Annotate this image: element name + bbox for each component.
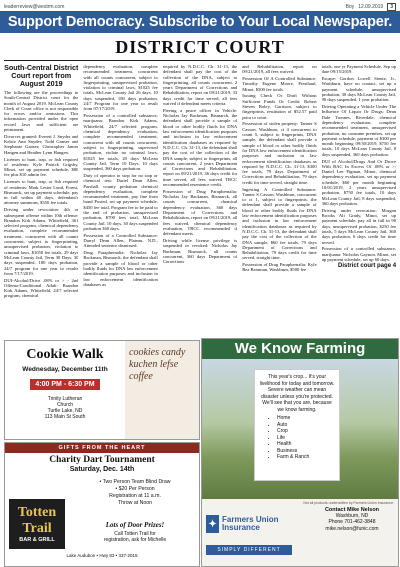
paragraph: and Rehabilitation, report on 09/21/2019, all fees waived. bbox=[242, 64, 317, 75]
paragraph: required by N.D.C.C. Ch. 31-13, the defendant shall pay the cost of the collection of the DNA, subject to fingerprinting, all counts concurrent, 2 years Department of Corrections and Rehabilitation, report on 09/21/2019, 33 days credit for time served, all fees waived if defendant meets criteria. bbox=[162, 64, 238, 107]
header-right bbox=[346, 3, 396, 11]
paragraph: Escape: Gordon Lowell Stentz, Jr., Washburn, have no contact, set up a payment schedule, unsupervised probation, 30 days McLean County Jail, 90 days suspended, 1 year probation. bbox=[321, 76, 396, 103]
detail-line: • Two Person Team Blind Draw bbox=[99, 479, 171, 485]
paragraph: Issuing Check Or Draft Without Sufficient Funds Or Credit: Robert Steven Boley, Garrison, subject to fingerprints, restitution of $52.57 paid prior to court. bbox=[242, 93, 317, 120]
farm-message-card bbox=[254, 369, 340, 481]
call-line: registration, ask for Michelle bbox=[103, 537, 167, 543]
paragraph: Licenses to hunt, trap, or fish required of residents: Kyle Patrick Grigsby, Minot, set up payment schedule, $80 fee plus $10 admin fee. bbox=[4, 156, 79, 178]
paragraph: Possession of Drug Paraphernalia: Nicholas Jay Backman, Bismarck, all counts concurrent, chemical dependency evaluation, 360 days Department of Corrections and Rehabilitation, report on 09/21/2019, all fees waived, chemical dependency evaluation, TRCC recommended if defendant meets. bbox=[162, 188, 238, 237]
paragraph: Drug Paraphernalia: Nicholas Jay Backman, Bismarck, the defendant shall provide a sample of blood or other bodily fluids for DNA law enforcement identification purposes and inclusion in law enforcement identification databases as bbox=[83, 250, 158, 287]
totten-trail-logo bbox=[9, 499, 65, 549]
farm-fine-print: Not all products underwritten by Farmers Union Insurance. bbox=[303, 501, 394, 505]
farmers-union-logo bbox=[206, 505, 292, 543]
detail-line: Registration at 11 a.m. bbox=[109, 493, 161, 499]
header-label: Boy bbox=[345, 3, 355, 10]
cookie-date: Wednesday, December 11th bbox=[22, 366, 108, 373]
column-5 bbox=[322, 64, 396, 334]
page-number: 3 bbox=[387, 3, 396, 11]
column-1 bbox=[4, 64, 78, 334]
shield-icon: ✦ bbox=[206, 515, 219, 533]
call-line: Call Totten Trail for bbox=[114, 531, 156, 537]
paragraph: Licenses to hunt, trap, or fish required of residents: Mark Lester Lund, Forest, Bismarck, set up payment schedule, pay in full within 48 days, defendant's attorney summons, $350 fee totals. bbox=[4, 179, 79, 206]
place-line: 113 Main St South bbox=[44, 414, 86, 420]
cookie-time: 4:00 PM - 6:30 PM bbox=[30, 379, 99, 390]
cookie-walk-ad bbox=[4, 340, 200, 440]
paragraph: Fleeing a peace officer in Vehicle: Nicholas Jay Backman, Bismarck, the defendant shall provide a sample of blood or other bodily fluids for DNA law enforcement identification purposes and inclusion in law enforcement identification databases as required by N.D.C.C. Ch. 31-13, the defendant shall pay the cost of the collection of the DNA sample, subject to fingerprints, all counts concurrent, 2 years Department of Corrections and Rehabilitation, report on 09/21/2019, 36 days credit for time served, all fees waived TRCC recommended resentence credit. bbox=[162, 107, 238, 188]
simply-different-tagline: SIMPLY DIFFERENT bbox=[206, 545, 292, 555]
contact-phone[interactable]: Phone 701-462-3848 bbox=[328, 519, 376, 526]
paragraph: totals, one yr Payment Schedule, Sep up date 09/15/2019. bbox=[321, 64, 396, 75]
page-header-line bbox=[4, 2, 396, 11]
charity-dart-ad bbox=[4, 442, 200, 567]
charity-date: Saturday, Dec. 14th bbox=[69, 466, 135, 473]
paragraph: Driving under revocation: 4th or subsequent offense within 10th offense: Brandon Kirk Adams, Whitefield, 361 selected program, chemical dependency evaluation, complete recommended treatment, concurrent with all counts concurrent, subject to fingerprinting, unsupervised probation, violation to criminal laws, $1050 fee totals, 29 days McLean County Jail, Term 30 Days, 30 days suspended, 180 days probation, 24/7 program for one year to results from 7/17/2019. bbox=[4, 207, 79, 276]
cookie-words-photo: cookies candy kuchen lefse coffee bbox=[125, 341, 199, 439]
header-email: leaderreview@westrm.com bbox=[4, 3, 65, 10]
cookie-ad-info bbox=[5, 341, 125, 439]
paragraph: The following are the proceedings in South-Central District court for the month of August 2019. McLean County Clerk of Court office is not responsible for errors and/or omissions. This information provided under the open record laws and sufficient are permanent. bbox=[4, 90, 79, 133]
card-intro: This year's crop... It's your livelihood for today and tomorrow. Severe weather can mean disaster unless you're protected. We'll see that you are, because we know farming. bbox=[259, 374, 335, 413]
paragraph: DUI-Alcohol/Drive .08% or > - 2nd Offense/Conditional Adult: Brandon Kirk Adams, Whitefield, 24/7 selected program, chemical bbox=[4, 277, 79, 299]
paragraph: Duty of operator to stop for no stop or chemical test: Dariel Dean Allen, Parshall, county probation chemical dependency evaluation, complete recommended treatment, pay fine from bond Posted, set up payment schedule, $450 fee total, Program fee to be paid to the end of probation, unsupervised probation, $700 fees total, McLean County Jail, 10 days, 30 days suspended probation 360 days. bbox=[83, 172, 158, 231]
place-line: Turtle Lake, ND bbox=[47, 408, 83, 414]
coverage-item: • Business bbox=[277, 448, 335, 455]
paragraph: Possession of Drug Paraphernalia: Kyle Bea Bearman, Washburn, $500 fee bbox=[242, 262, 317, 273]
gifts-banner: GIFTS FROM THE HEART bbox=[5, 443, 199, 453]
cookie-title: Cookie Walk bbox=[26, 347, 104, 362]
subscribe-banner: Support Democracy. Subscribe to Your Local Newspaper. bbox=[0, 11, 400, 33]
place-line: Church bbox=[56, 402, 74, 408]
place-line: Trinity Lutheran bbox=[47, 396, 83, 402]
farm-headline: We Know Farming bbox=[202, 339, 398, 359]
charity-headline: Charity Dart Tournament bbox=[49, 455, 155, 465]
court-report-columns bbox=[4, 64, 396, 334]
farmers-union-ad bbox=[201, 338, 399, 567]
header-date: 12.09.2019 bbox=[358, 3, 384, 10]
coverage-item: • Crop bbox=[277, 428, 335, 435]
paragraph: Possession of a controlled substance, marijuana: Nicholas Gaynon, Minot, set up payment schedule, set up 60 days. bbox=[321, 246, 396, 262]
registration-info bbox=[75, 531, 195, 543]
paragraph: Driving Operating a Vehicle Under The Influence Of Liquor Or Drugs: Dean Dale Tronnes, Riverdale, chemical dependency evaluation, complete recommended treatment, unsupervised probation, no consume premises, set up payment schedule, payment of $300 per month beginning 09/30/2019, $750 fee totals, 10 days McLean County Jail, 8 days suspended, 360 days probation. bbox=[321, 104, 396, 157]
logo-sub: BAR & GRILL bbox=[19, 537, 55, 543]
article-headline: South-Central District Court report from August 2019 bbox=[4, 64, 79, 88]
coverage-item: • Home bbox=[277, 415, 335, 422]
paragraph: Driving while license privilege is suspended or revoked: Nicholas Jay Backman, Bismarck, all counts concurrent, 360 days Department of Corrections bbox=[162, 238, 238, 265]
coverage-item: • Auto bbox=[277, 422, 335, 429]
detail-line: Throw at Noon bbox=[117, 500, 153, 506]
agent-contact bbox=[310, 507, 394, 532]
column-2 bbox=[83, 64, 157, 334]
cookie-place bbox=[5, 396, 125, 420]
continued-link[interactable]: District court page 4 bbox=[338, 262, 396, 269]
coverage-item: • Farm & Ranch bbox=[277, 454, 335, 461]
paragraph: DUI of Alcohol/Drugs And Or Drove With BAC In Excess Of .08% or >: Daniel Lee Pigman, Minot, chemical dependency evaluation, set up payment schedule, $60 per month beginning 10/01/2019, 2 years unsupervised probation, $750 fee totals, 10 days McLean County Jail, 8 days suspended, 360 days probation. bbox=[321, 158, 396, 206]
coverage-list bbox=[259, 415, 335, 461]
charity-address: Lake Audubon • Hwy 83 • 337-2015 bbox=[66, 553, 138, 558]
section-title: DISTRICT COURT bbox=[115, 37, 285, 57]
column-4 bbox=[242, 64, 316, 334]
paragraph: Divorces granted: Everett J. Snyder and Kelsie Ann Snyder; Todd Ganser and Stephanie Ganser; Christopher James Hangen and Heather Lynn Hangen. bbox=[4, 133, 79, 155]
coverage-item: • Life bbox=[277, 435, 335, 442]
paragraph: Possession Of A Controlled Substance: Timothy Eugene Moore, Presthaul, Minot, $500 fee totals. bbox=[242, 76, 317, 92]
paragraph: Driving under revocation: Morgan Brooks Ali Grady, Minot, set up payment schedule, pay all in full in 90 days, unsupervised probation, $250 fee totals, 5 days McLean County Jail, 360 days probation, 6 days credit for time served. bbox=[321, 207, 396, 245]
paragraph: Possession of a controlled substance, marijuana: Brandon Kirk Adams, Whitefield, 24/7 selected program, chemical dependency evaluation, complete recommended treatment, concurrent with all counts concurrent, subject to fingerprinting, supervised probation, violate no criminal laws, $1025 fee totals, 20 days McLean County Jail, Term 10 Days, 10 days suspended, 360 days probation. bbox=[83, 113, 158, 172]
contact-email[interactable]: mike.nelson@funic.com bbox=[325, 525, 379, 532]
contact-city: Washburn, ND bbox=[335, 513, 369, 520]
column-3 bbox=[163, 64, 237, 334]
paragraph: Possession of stolen property: Tanner S Casson, Washburn, ct 4 concurrent to count 5, subject to fingerprints, DNA sample, the defendant shall provide a sample of blood or other bodily fluids for DNA law enforcement identification purposes and inclusion in law enforcement identification databases as required by N.D.C.C. Ch. 31-13, $300 fee totals, 79 days Department of Corrections and Rehabilitation, 79 days credit for time served, straight time. bbox=[242, 121, 317, 185]
detail-line: • $20 Per Person bbox=[115, 486, 155, 492]
contact-title: Contact Mike Nelson bbox=[324, 507, 380, 513]
door-prizes: Lots of Door Prizes! bbox=[105, 521, 165, 529]
charity-details bbox=[75, 479, 195, 507]
logo-name: Totten Trail bbox=[17, 505, 57, 536]
section-divider bbox=[4, 60, 396, 61]
paragraph: dependency evaluation, complete recommended treatment, concurrent with all counts concurrent, subject to fingerprinting, unsupervised probation, violation to criminal laws, $1025 fee totals, McLean County Jail 26 days, 10 days suspended, 180 days probation, 24/7 Program for one year to result from 07/17/2019. bbox=[83, 64, 158, 112]
logo-text: Farmers Union Insurance bbox=[222, 515, 279, 532]
paragraph: Possession of a Controlled Substance: Darryl Dean Allen, Plateau, N.D., Attended sentence dismissed. bbox=[83, 232, 158, 249]
coverage-item: • Health bbox=[277, 441, 335, 448]
paragraph: Ingesting A Controlled Substance: Tanner S Casson, Washburn, concurrent to ct 1, subject to fingerprints, the defendant shall provide a sample of blood or other bodily fluids for DNA law enforcement identification purposes and inclusion in law enforcement identification databases as required by N.D.C.C. Ch. 31-13, the defendant shall pay the cost of the collection of the DNA sample, $60 fee totals, 79 days Department of Corrections and Rehabilitation, 79 days credit for time served, straight time. bbox=[242, 186, 317, 261]
